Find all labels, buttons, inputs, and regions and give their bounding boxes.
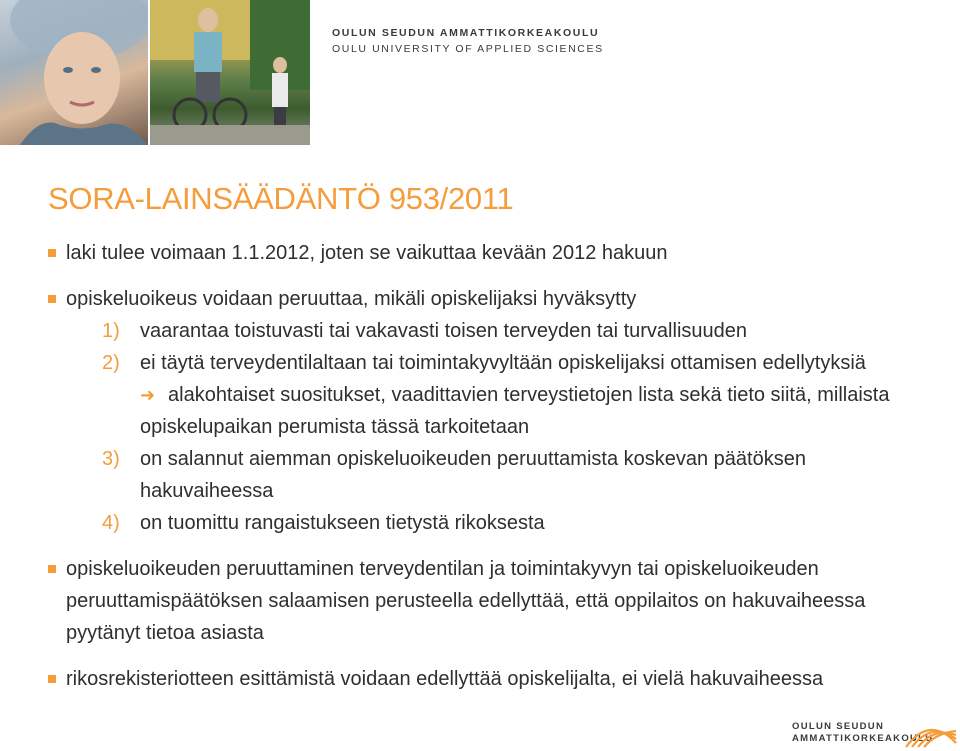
list-number: 4) xyxy=(102,512,120,534)
list-item-text: on tuomittu rangaistukseen tietystä rikoksesta xyxy=(140,512,545,534)
university-logo-icon xyxy=(902,713,958,749)
bullet-4: rikosrekisteriotteen esittämistä voidaan edellyttää opiskelijalta, ei vielä hakuvaiheessa xyxy=(48,663,953,695)
university-name-finnish: OULUN SEUDUN AMMATTIKORKEAKOULU xyxy=(332,27,600,39)
list-item-4 xyxy=(48,507,953,539)
list-item-3-continuation: hakuvaiheessa xyxy=(140,480,274,502)
header-photo-strip xyxy=(0,0,310,145)
slide-content xyxy=(48,237,953,695)
list-number: 2) xyxy=(102,352,120,374)
list-item-3 xyxy=(48,443,953,475)
list-item-1 xyxy=(48,315,953,347)
arrow-note xyxy=(48,379,953,411)
list-item-text: on salannut aiemman opiskeluoikeuden peruuttamista koskevan päätöksen xyxy=(140,448,806,470)
university-name-header xyxy=(332,27,604,55)
list-item-text: vaarantaa toistuvasti tai vakavasti toisen terveyden tai turvallisuuden xyxy=(140,320,748,342)
list-number: 1) xyxy=(102,320,120,342)
campus-students-photo xyxy=(150,0,310,145)
bullet-3: opiskeluoikeuden peruuttaminen terveydentilan ja toimintakyvyn tai opiskeluoikeuden xyxy=(48,553,953,585)
bullet-2: opiskeluoikeus voidaan peruuttaa, mikäli opiskelijaksi hyväksytty xyxy=(48,283,953,315)
slide-title: SORA-LAINSÄÄDÄNTÖ 953/2011 xyxy=(48,181,514,216)
bullet-3-line-3: pyytänyt tietoa asiasta xyxy=(66,622,264,644)
arrow-note-text: alakohtaiset suositukset, vaadittavien terveystietojen lista sekä tieto siitä, millaista xyxy=(168,384,890,406)
footer-branding xyxy=(736,711,960,751)
bullet-3-line-2: peruuttamispäätöksen salaamisen perusteella edellyttää, että oppilaitos on hakuvaiheessa xyxy=(66,590,866,612)
list-item-2 xyxy=(48,347,953,379)
arrow-note-continuation: opiskelupaikan perumista tässä tarkoitetaan xyxy=(140,416,530,438)
footer-line-2: AMMATTIKORKEAKOULU xyxy=(792,733,934,744)
list-item-text: ei täytä terveydentilaltaan tai toimintakyvyltään opiskelijaksi ottamisen edellytyksiä xyxy=(140,352,866,374)
university-name-english: OULU UNIVERSITY OF APPLIED SCIENCES xyxy=(332,43,604,55)
student-portrait-photo xyxy=(0,0,148,145)
footer-line-1: OULUN SEUDUN xyxy=(792,721,885,732)
arrow-right-icon: ➜ xyxy=(140,385,156,405)
list-number: 3) xyxy=(102,448,120,470)
bullet-1: laki tulee voimaan 1.1.2012, joten se vaikuttaa kevään 2012 hakuun xyxy=(48,237,953,269)
